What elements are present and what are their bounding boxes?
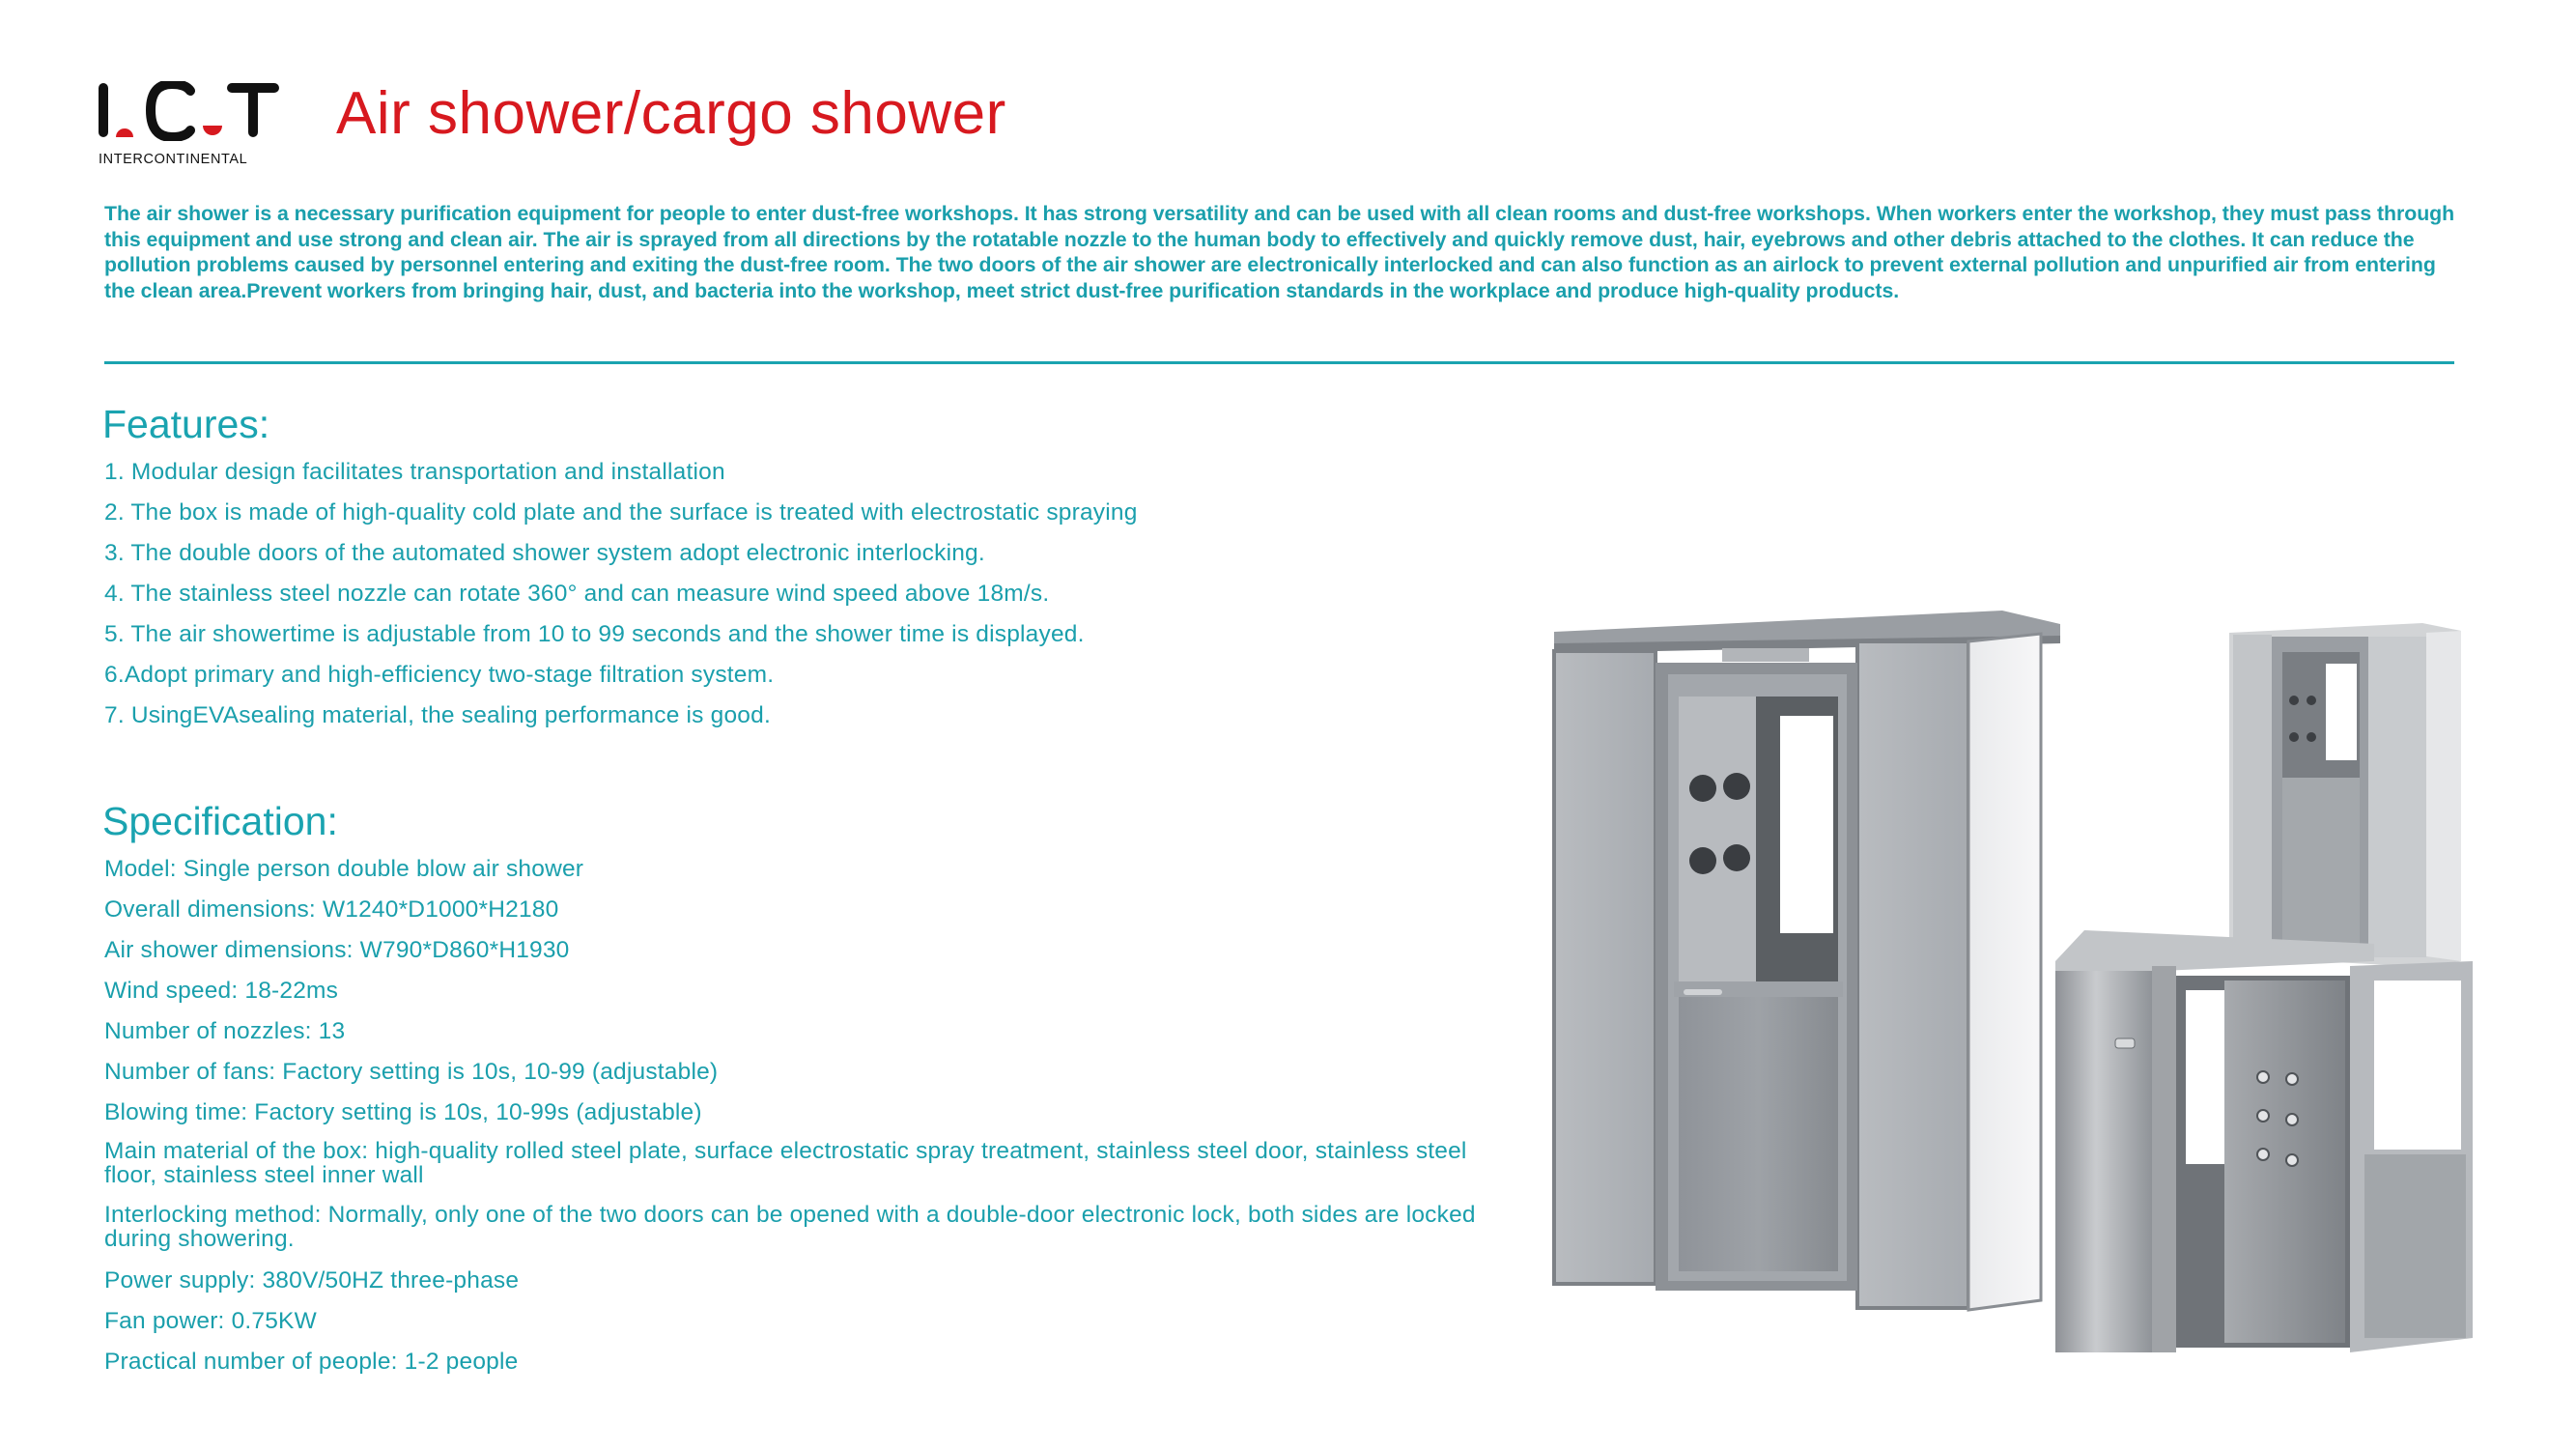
feature-item: 4. The stainless steel nozzle can rotate 360° and can measure wind speed above 18m/s. bbox=[104, 581, 1050, 607]
spec-item: Main material of the box: high-quality rolled steel plate, surface electrostatic spray treatment, stainless steel door, stainless steel floor, stainless steel inner wall bbox=[104, 1138, 1467, 1188]
air-shower-illustration-icon bbox=[2229, 623, 2463, 967]
spec-item: Practical number of people: 1-2 people bbox=[104, 1349, 519, 1375]
feature-item: 6.Adopt primary and high-efficiency two-stage filtration system. bbox=[104, 662, 775, 688]
product-image-compact bbox=[2229, 623, 2463, 967]
features-list bbox=[104, 458, 1138, 742]
spec-item: Air shower dimensions: W790*D860*H1930 bbox=[104, 937, 570, 963]
spec-item: Interlocking method: Normally, only one of the two doors can be opened with a double-door electronic lock, both sides are locked during showering. bbox=[104, 1202, 1476, 1252]
air-shower-illustration-icon bbox=[1548, 605, 2062, 1339]
spec-item: Fan power: 0.75KW bbox=[104, 1308, 317, 1334]
spec-item: Number of nozzles: 13 bbox=[104, 1018, 346, 1044]
features-heading: Features: bbox=[102, 402, 270, 446]
spec-item: Blowing time: Factory setting is 10s, 10-99s (adjustable) bbox=[104, 1099, 702, 1125]
company-logo bbox=[97, 81, 282, 168]
section-divider bbox=[104, 361, 2454, 364]
spec-item: Wind speed: 18-22ms bbox=[104, 978, 339, 1004]
product-image-stainless bbox=[2055, 923, 2473, 1357]
specification-list bbox=[104, 855, 1476, 1388]
ict-logo-icon bbox=[97, 81, 282, 141]
intro-paragraph: The air shower is a necessary purification equipment for people to enter dust-free workshops. It has strong versatility and can be used with all clean rooms and dust-free workshops. When workers enter the workshop, they must pass through this equipment and use strong and clean air. The air is sprayed from all directions by the rotatable nozzle to the human body to effectively and quickly remove dust, hair, eyebrows and other debris attached to the clothes. It can reduce the pollution problems caused by personnel entering and exiting the dust-free room. The two doors of the air shower are electronically interlocked and can also function as an airlock to prevent external pollution and unpurified air from entering the clean area.Prevent workers from bringing hair, dust, and bacteria into the workshop, meet strict dust-free purification standards in the workplace and produce high-quality products. bbox=[104, 202, 2455, 302]
spec-item: Number of fans: Factory setting is 10s, 10-99 (adjustable) bbox=[104, 1059, 719, 1085]
product-image-main bbox=[1548, 605, 2062, 1339]
spec-item: Model: Single person double blow air shower bbox=[104, 856, 584, 882]
specification-heading: Specification: bbox=[102, 799, 338, 843]
feature-item: 5. The air showertime is adjustable from 10 to 99 seconds and the shower time is displayed. bbox=[104, 621, 1085, 647]
air-shower-illustration-icon bbox=[2055, 923, 2473, 1357]
spec-item: Overall dimensions: W1240*D1000*H2180 bbox=[104, 896, 559, 923]
feature-item: 1. Modular design facilitates transportation and installation bbox=[104, 459, 725, 485]
logo-subtext: INTERCONTINENTAL bbox=[99, 152, 248, 167]
spec-item: Power supply: 380V/50HZ three-phase bbox=[104, 1267, 520, 1294]
feature-item: 2. The box is made of high-quality cold plate and the surface is treated with electrostatic spraying bbox=[104, 499, 1138, 526]
page-title: Air shower/cargo shower bbox=[336, 80, 1006, 147]
feature-item: 3. The double doors of the automated shower system adopt electronic interlocking. bbox=[104, 540, 985, 566]
feature-item: 7. UsingEVAsealing material, the sealing performance is good. bbox=[104, 702, 771, 728]
